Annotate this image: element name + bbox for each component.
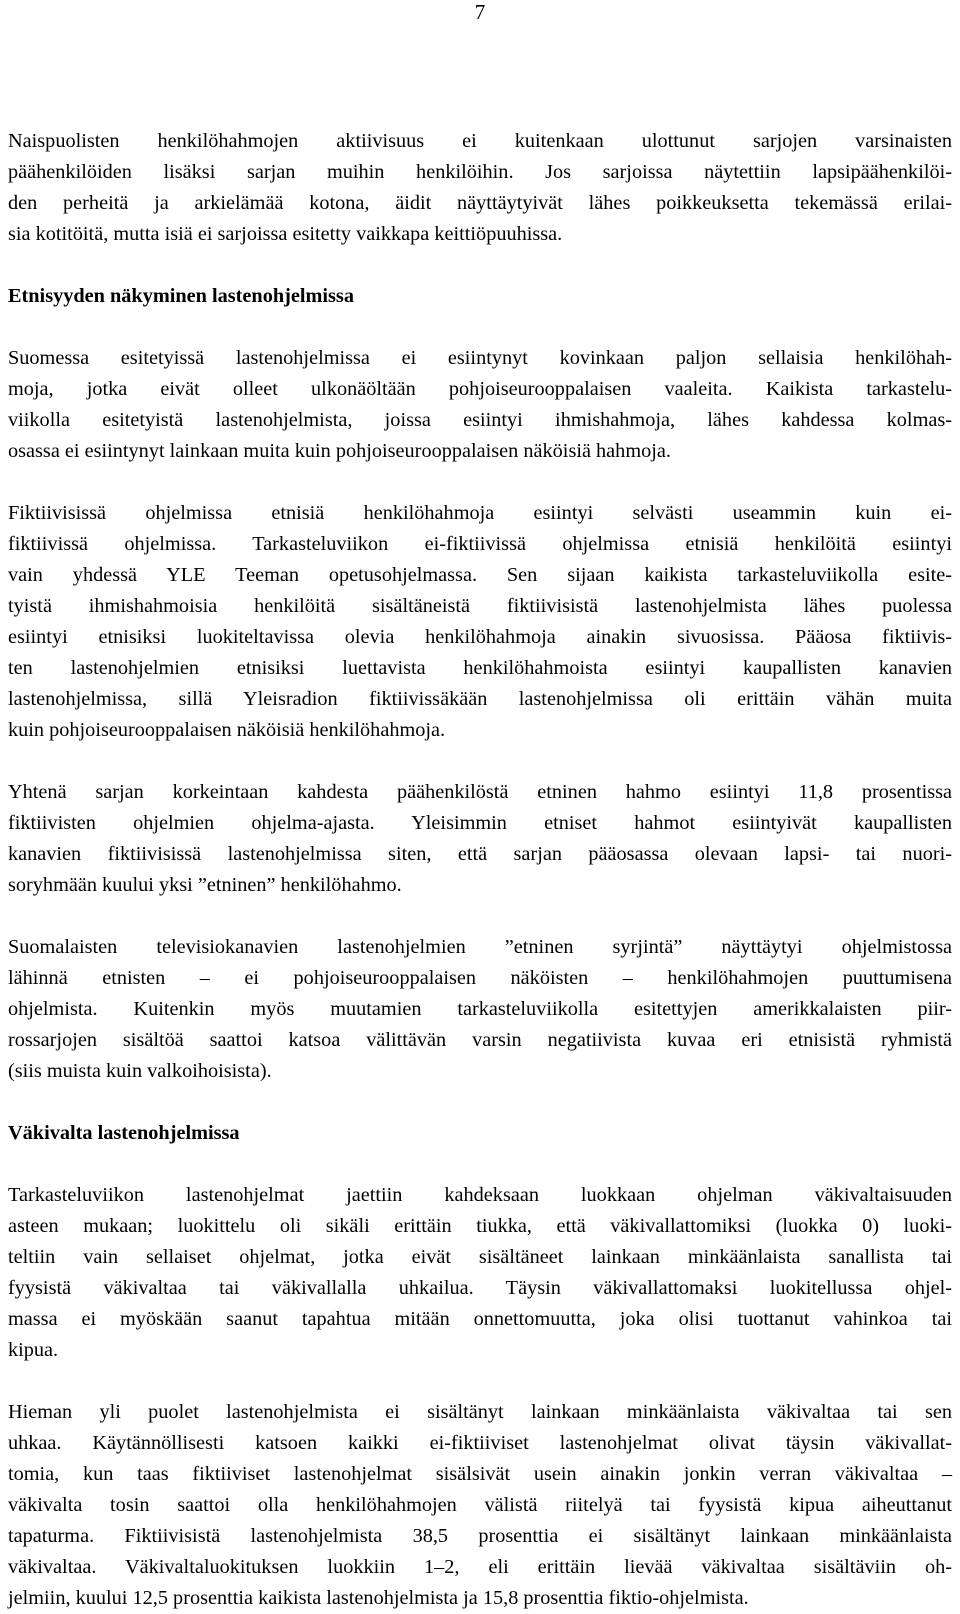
- text-line: väkivaltaa. Väkivaltaluokituksen luokkiin 1–2, eli erittäin lievää väkivaltaa sisältäviin oh-: [8, 1556, 952, 1578]
- paragraph-3: [8, 498, 952, 746]
- text-line: lähinnä etnisten – ei pohjoiseurooppalaisen näköisten – henkilöhahmojen puuttumisena: [8, 967, 952, 989]
- text-line: den perheitä ja arkielämää kotona, äidit näyttäytyivät lähes poikkeuksetta tekemässä erilai-: [8, 192, 952, 214]
- paragraph-gap: [8, 250, 952, 281]
- paragraph-6: [8, 1180, 952, 1366]
- text-line: lastenohjelmissa, sillä Yleisradion fiktiivissäkään lastenohjelmissa oli erittäin vähän muita: [8, 688, 952, 710]
- paragraph-gap: [8, 1366, 952, 1397]
- text-line: päähenkilöiden lisäksi sarjan muihin henkilöihin. Jos sarjoissa näytettiin lapsipäähenkilöi-: [8, 161, 952, 183]
- text-line: jelmiin, kuului 12,5 prosenttia kaikista lastenohjelmista ja 15,8 prosenttia fiktio-ohjelmista.: [8, 1587, 749, 1609]
- paragraph-gap: [8, 312, 952, 343]
- text-line: kanavien fiktiivisissä lastenohjelmissa siten, että sarjan pääosassa olevaan lapsi- tai nuori-: [8, 843, 952, 865]
- text-line: uhkaa. Käytännöllisesti katsoen kaikki ei-fiktiiviset lastenohjelmat olivat täysin väkivallat-: [8, 1432, 952, 1454]
- text-line: tapaturma. Fiktiivisistä lastenohjelmista 38,5 prosenttia ei sisältänyt lainkaan minkäänlaista: [8, 1525, 952, 1547]
- text-line: fiktiivisten ohjelmien ohjelma-ajasta. Yleisimmin etniset hahmot esiintyivät kaupallisten: [8, 812, 952, 834]
- paragraph-gap: [8, 901, 952, 932]
- text-line: Fiktiivisissä ohjelmissa etnisiä henkilöhahmoja esiintyi selvästi useammin kuin ei-: [8, 502, 952, 524]
- text-line: rossarjojen sisältöä saattoi katsoa välittävän varsin negatiivista kuvaa eri etnisistä ryhmistä: [8, 1029, 952, 1051]
- text-line: vain yhdessä YLE Teeman opetusohjelmassa. Sen sijaan kaikista tarkasteluviikolla esite-: [8, 564, 952, 586]
- paragraph-gap: [8, 1149, 952, 1180]
- text-line: soryhmään kuului yksi ”etninen” henkilöhahmo.: [8, 874, 402, 896]
- paragraph-4: [8, 777, 952, 901]
- text-line: moja, jotka eivät olleet ulkonäöltään pohjoiseurooppalaisen vaaleita. Kaikista tarkastelu-: [8, 378, 952, 400]
- paragraph-2: [8, 343, 952, 467]
- text-line: väkivalta tosin saattoi olla henkilöhahmojen välistä riitelyä tai fyysistä kipua aiheuttanut: [8, 1494, 952, 1516]
- heading-etnisyys: Etnisyyden näkyminen lastenohjelmissa: [8, 285, 354, 307]
- text-line: Suomalaisten televisiokanavien lastenohjelmien ”etninen syrjintä” näyttäytyi ohjelmistossa: [8, 936, 952, 958]
- paragraph-7: [8, 1397, 952, 1614]
- text-line: Yhtenä sarjan korkeintaan kahdesta päähenkilöstä etninen hahmo esiintyi 11,8 prosentissa: [8, 781, 952, 803]
- paragraph-5: [8, 932, 952, 1087]
- text-line: Suomessa esitetyissä lastenohjelmissa ei esiintynyt kovinkaan paljon sellaisia henkilöhah-: [8, 347, 952, 369]
- text-line: tyistä ihmishahmoisia henkilöitä sisältäneistä fiktiivisistä lastenohjelmista lähes puolessa: [8, 595, 952, 617]
- text-line: teltiin vain sellaiset ohjelmat, jotka eivät sisältäneet lainkaan minkäänlaista sanallista tai: [8, 1246, 952, 1268]
- text-line: kuin pohjoiseurooppalaisen näköisiä henkilöhahmoja.: [8, 719, 446, 741]
- paragraph-gap: [8, 467, 952, 498]
- paragraph-gap: [8, 746, 952, 777]
- text-line: ohjelmista. Kuitenkin myös muutamien tarkasteluviikolla esitettyjen amerikkalaisten piir-: [8, 998, 952, 1020]
- text-line: viikolla esitetyistä lastenohjelmista, joissa esiintyi ihmishahmoja, lähes kahdessa kolmas-: [8, 409, 952, 431]
- text-line: esiintyi etnisiksi luokiteltavissa olevia henkilöhahmoja ainakin sivuosissa. Pääosa fiktiivis-: [8, 626, 952, 648]
- paragraph-1: [8, 126, 952, 250]
- text-line: osassa ei esiintynyt lainkaan muita kuin pohjoiseurooppalaisen näköisiä hahmoja.: [8, 440, 671, 462]
- text-line: sia kotitöitä, mutta isiä ei sarjoissa esitetty vaikkapa keittiöpuuhissa.: [8, 223, 563, 245]
- text-line: fyysistä väkivaltaa tai väkivallalla uhkailua. Täysin väkivallattomaksi luokitellussa ohjel-: [8, 1277, 952, 1299]
- text-line: (siis muista kuin valkoihoisista).: [8, 1060, 272, 1082]
- document-body: [8, 126, 952, 1614]
- text-line: Hieman yli puolet lastenohjelmista ei sisältänyt lainkaan minkäänlaista väkivaltaa tai sen: [8, 1401, 952, 1423]
- text-line: massa ei myöskään saanut tapahtua mitään onnettomuutta, joka olisi tuottanut vahinkoa tai: [8, 1308, 952, 1330]
- page-number: 7: [474, 0, 486, 24]
- text-line: Naispuolisten henkilöhahmojen aktiivisuus ei kuitenkaan ulottunut sarjojen varsinaisten: [8, 130, 952, 152]
- text-line: fiktiivissä ohjelmissa. Tarkasteluviikon ei-fiktiivissä ohjelmissa etnisiä henkilöitä esiintyi: [8, 533, 952, 555]
- paragraph-gap: [8, 1087, 952, 1118]
- text-line: kipua.: [8, 1339, 59, 1361]
- text-line: ten lastenohjelmien etnisiksi luettavista henkilöhahmoista esiintyi kaupallisten kanavien: [8, 657, 952, 679]
- heading-vakivalta: Väkivalta lastenohjelmissa: [8, 1122, 240, 1144]
- text-line: tomia, kun taas fiktiiviset lastenohjelmat sisälsivät usein ainakin jonkin verran väkivaltaa –: [8, 1463, 952, 1485]
- text-line: asteen mukaan; luokittelu oli sikäli erittäin tiukka, että väkivallattomiksi (luokka 0) luoki-: [8, 1215, 952, 1237]
- text-line: Tarkasteluviikon lastenohjelmat jaettiin kahdeksaan luokkaan ohjelman väkivaltaisuuden: [8, 1184, 952, 1206]
